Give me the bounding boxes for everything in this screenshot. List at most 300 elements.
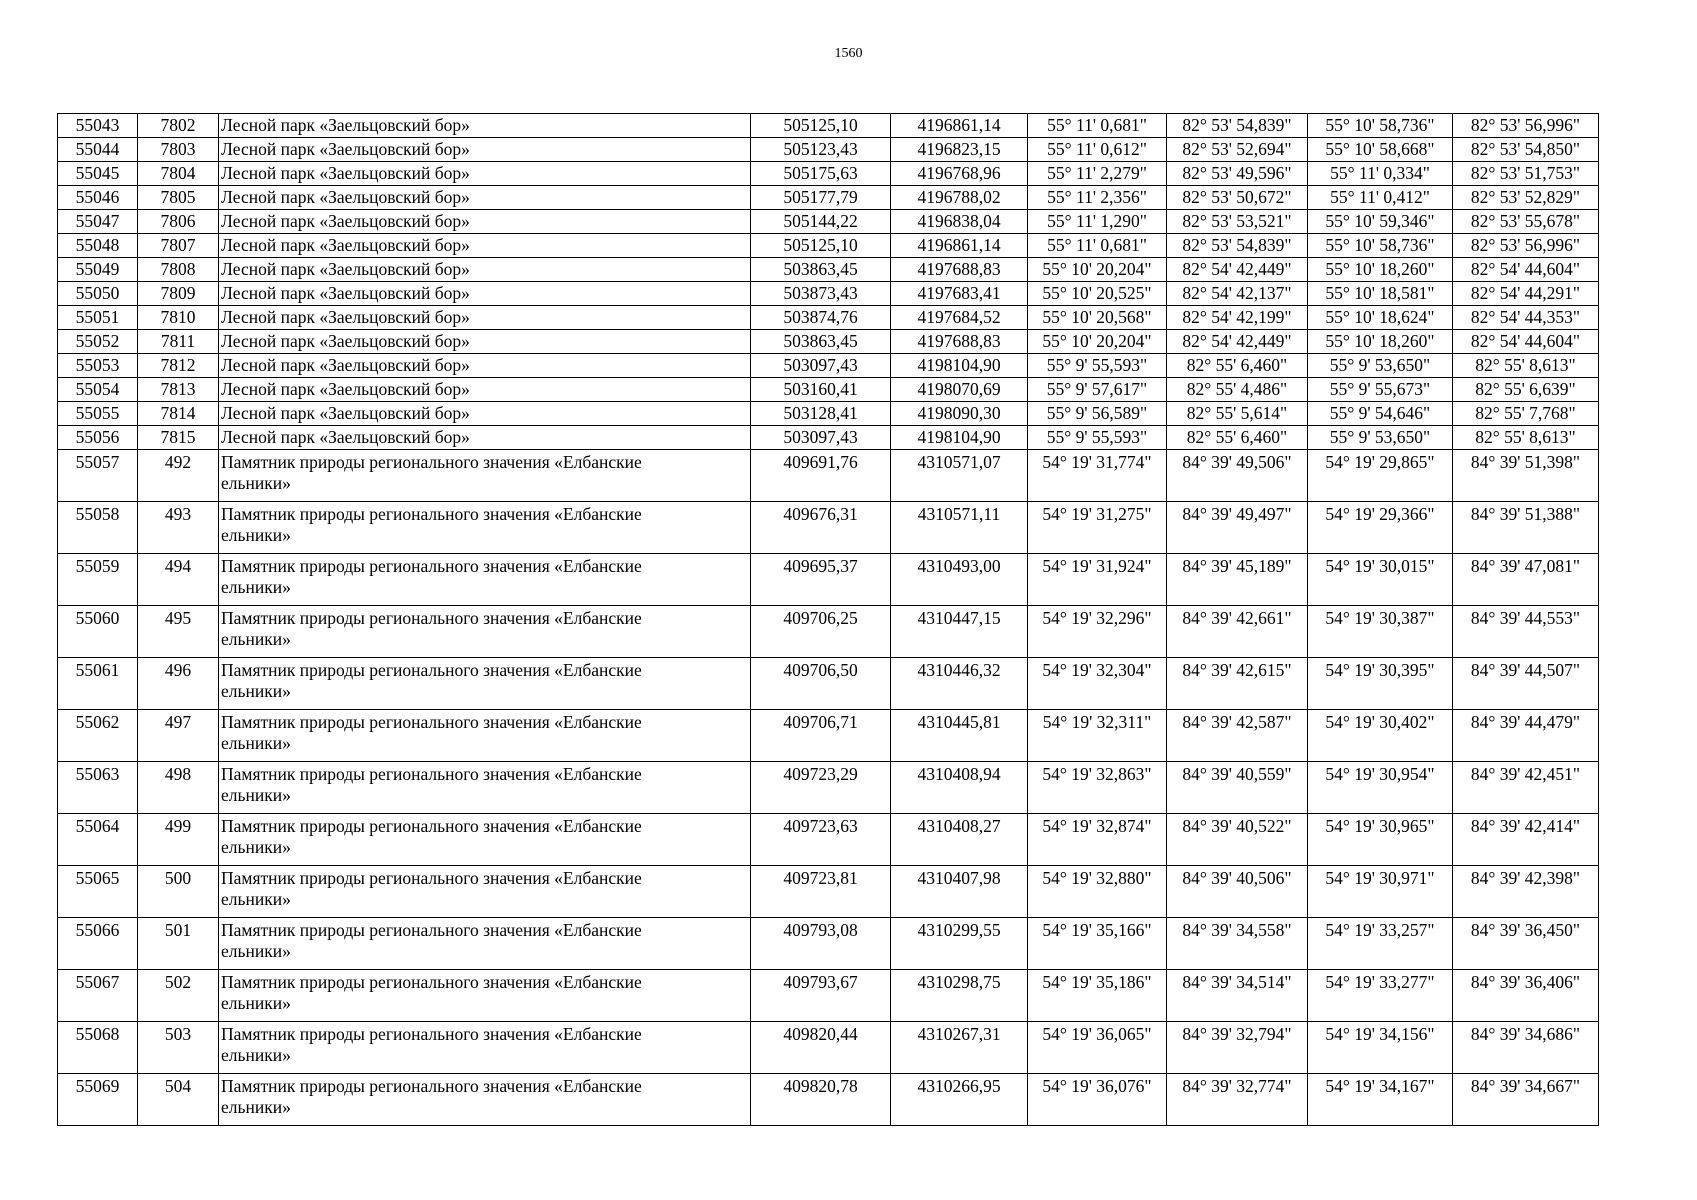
page-number: 1560 [834,46,863,61]
object-name-cell [219,970,751,1022]
table-row [58,186,1599,210]
point-number-cell: 494 [138,554,219,606]
object-name-cell [219,606,751,658]
row-number-cell: 55051 [58,306,138,330]
latitude-2-cell: 55° 10' 18,581" [1308,282,1453,306]
row-number-cell: 55053 [58,354,138,378]
table-row [58,138,1599,162]
y-coordinate-cell: 4196838,04 [891,210,1028,234]
longitude-1-cell: 84° 39' 45,189" [1167,554,1308,606]
longitude-2-cell: 84° 39' 42,451" [1453,762,1599,814]
row-number-cell: 55066 [58,918,138,970]
point-number-cell: 7806 [138,210,219,234]
point-number-cell: 503 [138,1022,219,1074]
object-name-text: Памятник природы регионального значения «Елбанские ельники» [221,556,642,597]
longitude-1-cell: 82° 53' 52,694" [1167,138,1308,162]
x-coordinate-cell: 505123,43 [751,138,891,162]
latitude-1-cell: 55° 11' 2,356" [1028,186,1167,210]
point-number-cell: 500 [138,866,219,918]
latitude-1-cell: 55° 10' 20,525" [1028,282,1167,306]
point-number-cell: 498 [138,762,219,814]
x-coordinate-cell: 409723,29 [751,762,891,814]
longitude-2-cell: 82° 53' 51,753" [1453,162,1599,186]
x-coordinate-cell: 505175,63 [751,162,891,186]
point-number-cell: 502 [138,970,219,1022]
table-row [58,426,1599,450]
longitude-2-cell: 84° 39' 44,479" [1453,710,1599,762]
latitude-2-cell: 54° 19' 30,387" [1308,606,1453,658]
latitude-2-cell: 54° 19' 34,156" [1308,1022,1453,1074]
latitude-1-cell: 54° 19' 31,774" [1028,450,1167,502]
longitude-1-cell: 82° 54' 42,199" [1167,306,1308,330]
longitude-2-cell: 84° 39' 36,450" [1453,918,1599,970]
x-coordinate-cell: 409695,37 [751,554,891,606]
table-row [58,306,1599,330]
latitude-1-cell: 55° 9' 57,617" [1028,378,1167,402]
table-row [58,450,1599,502]
x-coordinate-cell: 409793,67 [751,970,891,1022]
object-name-text: Памятник природы регионального значения «Елбанские ельники» [221,972,642,1013]
object-name-text: Памятник природы регионального значения «Елбанские ельники» [221,1024,642,1065]
latitude-1-cell: 54° 19' 35,166" [1028,918,1167,970]
row-number-cell: 55050 [58,282,138,306]
x-coordinate-cell: 505125,10 [751,234,891,258]
longitude-2-cell: 84° 39' 36,406" [1453,970,1599,1022]
object-name-text: Лесной парк «Заельцовский бор» [221,235,470,255]
y-coordinate-cell: 4196823,15 [891,138,1028,162]
table-row [58,402,1599,426]
table-row [58,162,1599,186]
object-name-cell [219,258,751,282]
y-coordinate-cell: 4310447,15 [891,606,1028,658]
x-coordinate-cell: 409706,25 [751,606,891,658]
object-name-text: Лесной парк «Заельцовский бор» [221,403,470,423]
latitude-1-cell: 55° 11' 2,279" [1028,162,1167,186]
object-name-cell [219,210,751,234]
y-coordinate-cell: 4196861,14 [891,234,1028,258]
table-row [58,378,1599,402]
table-row [58,918,1599,970]
latitude-1-cell: 54° 19' 32,874" [1028,814,1167,866]
longitude-2-cell: 84° 39' 42,414" [1453,814,1599,866]
object-name-text: Лесной парк «Заельцовский бор» [221,115,470,135]
y-coordinate-cell: 4196768,96 [891,162,1028,186]
table-body [58,114,1599,1126]
row-number-cell: 55049 [58,258,138,282]
table-row [58,330,1599,354]
object-name-text: Лесной парк «Заельцовский бор» [221,259,470,279]
latitude-1-cell: 55° 9' 55,593" [1028,354,1167,378]
longitude-1-cell: 82° 54' 42,449" [1167,258,1308,282]
table-row [58,210,1599,234]
y-coordinate-cell: 4197683,41 [891,282,1028,306]
latitude-1-cell: 54° 19' 36,065" [1028,1022,1167,1074]
row-number-cell: 55060 [58,606,138,658]
point-number-cell: 7808 [138,258,219,282]
row-number-cell: 55069 [58,1074,138,1126]
point-number-cell: 495 [138,606,219,658]
longitude-1-cell: 84° 39' 42,615" [1167,658,1308,710]
point-number-cell: 7813 [138,378,219,402]
longitude-2-cell: 84° 39' 47,081" [1453,554,1599,606]
longitude-2-cell: 82° 54' 44,291" [1453,282,1599,306]
table-row [58,606,1599,658]
longitude-1-cell: 82° 54' 42,449" [1167,330,1308,354]
object-name-text: Памятник природы регионального значения «Елбанские ельники» [221,504,642,545]
row-number-cell: 55045 [58,162,138,186]
table-row [58,354,1599,378]
latitude-2-cell: 55° 9' 53,650" [1308,426,1453,450]
row-number-cell: 55043 [58,114,138,138]
latitude-1-cell: 54° 19' 32,304" [1028,658,1167,710]
x-coordinate-cell: 409723,63 [751,814,891,866]
object-name-cell [219,658,751,710]
table-row [58,1074,1599,1126]
latitude-1-cell: 55° 10' 20,204" [1028,330,1167,354]
object-name-text: Лесной парк «Заельцовский бор» [221,307,470,327]
object-name-text: Лесной парк «Заельцовский бор» [221,355,470,375]
table-row [58,710,1599,762]
latitude-1-cell: 54° 19' 36,076" [1028,1074,1167,1126]
point-number-cell: 7809 [138,282,219,306]
latitude-1-cell: 55° 10' 20,568" [1028,306,1167,330]
y-coordinate-cell: 4310267,31 [891,1022,1028,1074]
point-number-cell: 7815 [138,426,219,450]
x-coordinate-cell: 503873,43 [751,282,891,306]
point-number-cell: 7810 [138,306,219,330]
y-coordinate-cell: 4310407,98 [891,866,1028,918]
row-number-cell: 55048 [58,234,138,258]
latitude-2-cell: 54° 19' 34,167" [1308,1074,1453,1126]
longitude-2-cell: 82° 55' 6,639" [1453,378,1599,402]
object-name-text: Памятник природы регионального значения «Елбанские ельники» [221,452,642,493]
latitude-2-cell: 55° 11' 0,334" [1308,162,1453,186]
latitude-2-cell: 55° 11' 0,412" [1308,186,1453,210]
latitude-2-cell: 54° 19' 29,366" [1308,502,1453,554]
object-name-cell [219,450,751,502]
x-coordinate-cell: 503097,43 [751,426,891,450]
y-coordinate-cell: 4196861,14 [891,114,1028,138]
longitude-1-cell: 84° 39' 42,587" [1167,710,1308,762]
object-name-cell [219,814,751,866]
longitude-2-cell: 82° 55' 8,613" [1453,354,1599,378]
point-number-cell: 496 [138,658,219,710]
table-row [58,234,1599,258]
latitude-2-cell: 55° 9' 55,673" [1308,378,1453,402]
y-coordinate-cell: 4310571,07 [891,450,1028,502]
y-coordinate-cell: 4198104,90 [891,354,1028,378]
latitude-2-cell: 55° 9' 54,646" [1308,402,1453,426]
x-coordinate-cell: 409706,50 [751,658,891,710]
point-number-cell: 7807 [138,234,219,258]
latitude-2-cell: 55° 10' 58,736" [1308,234,1453,258]
y-coordinate-cell: 4198070,69 [891,378,1028,402]
object-name-text: Лесной парк «Заельцовский бор» [221,187,470,207]
longitude-2-cell: 84° 39' 42,398" [1453,866,1599,918]
row-number-cell: 55052 [58,330,138,354]
row-number-cell: 55056 [58,426,138,450]
object-name-cell [219,354,751,378]
object-name-text: Лесной парк «Заельцовский бор» [221,427,470,447]
point-number-cell: 493 [138,502,219,554]
longitude-1-cell: 82° 53' 50,672" [1167,186,1308,210]
x-coordinate-cell: 503874,76 [751,306,891,330]
row-number-cell: 55068 [58,1022,138,1074]
table-row [58,658,1599,710]
x-coordinate-cell: 503097,43 [751,354,891,378]
longitude-1-cell: 84° 39' 32,794" [1167,1022,1308,1074]
y-coordinate-cell: 4197688,83 [891,330,1028,354]
latitude-1-cell: 54° 19' 32,863" [1028,762,1167,814]
y-coordinate-cell: 4198104,90 [891,426,1028,450]
object-name-cell [219,306,751,330]
longitude-1-cell: 84° 39' 34,514" [1167,970,1308,1022]
point-number-cell: 7805 [138,186,219,210]
longitude-1-cell: 82° 54' 42,137" [1167,282,1308,306]
latitude-2-cell: 54° 19' 33,277" [1308,970,1453,1022]
longitude-2-cell: 84° 39' 51,398" [1453,450,1599,502]
longitude-2-cell: 82° 53' 56,996" [1453,114,1599,138]
table-row [58,554,1599,606]
object-name-text: Лесной парк «Заельцовский бор» [221,283,470,303]
object-name-cell [219,330,751,354]
latitude-2-cell: 54° 19' 30,971" [1308,866,1453,918]
longitude-1-cell: 82° 55' 4,486" [1167,378,1308,402]
object-name-text: Памятник природы регионального значения «Елбанские ельники» [221,712,642,753]
latitude-2-cell: 54° 19' 30,954" [1308,762,1453,814]
x-coordinate-cell: 409706,71 [751,710,891,762]
point-number-cell: 497 [138,710,219,762]
object-name-cell [219,918,751,970]
object-name-text: Лесной парк «Заельцовский бор» [221,331,470,351]
latitude-1-cell: 55° 11' 0,681" [1028,114,1167,138]
longitude-1-cell: 84° 39' 49,506" [1167,450,1308,502]
latitude-2-cell: 55° 10' 58,668" [1308,138,1453,162]
row-number-cell: 55047 [58,210,138,234]
object-name-text: Памятник природы регионального значения «Елбанские ельники» [221,660,642,701]
longitude-2-cell: 82° 53' 52,829" [1453,186,1599,210]
row-number-cell: 55054 [58,378,138,402]
object-name-text: Памятник природы регионального значения «Елбанские ельники» [221,920,642,961]
object-name-cell [219,114,751,138]
longitude-2-cell: 82° 55' 8,613" [1453,426,1599,450]
table-row [58,502,1599,554]
longitude-2-cell: 82° 55' 7,768" [1453,402,1599,426]
latitude-1-cell: 55° 11' 0,681" [1028,234,1167,258]
longitude-1-cell: 84° 39' 49,497" [1167,502,1308,554]
longitude-2-cell: 84° 39' 34,686" [1453,1022,1599,1074]
row-number-cell: 55055 [58,402,138,426]
object-name-text: Памятник природы регионального значения «Елбанские ельники» [221,1076,642,1117]
longitude-1-cell: 84° 39' 40,506" [1167,866,1308,918]
latitude-1-cell: 54° 19' 32,311" [1028,710,1167,762]
latitude-1-cell: 55° 9' 56,589" [1028,402,1167,426]
longitude-1-cell: 82° 53' 49,596" [1167,162,1308,186]
y-coordinate-cell: 4196788,02 [891,186,1028,210]
x-coordinate-cell: 505177,79 [751,186,891,210]
object-name-cell [219,186,751,210]
y-coordinate-cell: 4310571,11 [891,502,1028,554]
latitude-1-cell: 55° 11' 1,290" [1028,210,1167,234]
y-coordinate-cell: 4198090,30 [891,402,1028,426]
latitude-1-cell: 54° 19' 35,186" [1028,970,1167,1022]
table-row [58,762,1599,814]
row-number-cell: 55065 [58,866,138,918]
point-number-cell: 7811 [138,330,219,354]
point-number-cell: 504 [138,1074,219,1126]
object-name-text: Памятник природы регионального значения «Елбанские ельники» [221,608,642,649]
longitude-2-cell: 82° 53' 56,996" [1453,234,1599,258]
y-coordinate-cell: 4197684,52 [891,306,1028,330]
row-number-cell: 55059 [58,554,138,606]
row-number-cell: 55058 [58,502,138,554]
object-name-cell [219,1074,751,1126]
latitude-1-cell: 55° 9' 55,593" [1028,426,1167,450]
row-number-cell: 55063 [58,762,138,814]
latitude-2-cell: 55° 10' 58,736" [1308,114,1453,138]
object-name-cell [219,282,751,306]
object-name-text: Лесной парк «Заельцовский бор» [221,163,470,183]
longitude-2-cell: 82° 53' 55,678" [1453,210,1599,234]
row-number-cell: 55046 [58,186,138,210]
longitude-2-cell: 82° 54' 44,604" [1453,330,1599,354]
row-number-cell: 55061 [58,658,138,710]
object-name-text: Памятник природы регионального значения «Елбанские ельники» [221,868,642,909]
latitude-1-cell: 54° 19' 32,880" [1028,866,1167,918]
y-coordinate-cell: 4310266,95 [891,1074,1028,1126]
point-number-cell: 7812 [138,354,219,378]
latitude-2-cell: 54° 19' 30,395" [1308,658,1453,710]
x-coordinate-cell: 409723,81 [751,866,891,918]
point-number-cell: 501 [138,918,219,970]
x-coordinate-cell: 503160,41 [751,378,891,402]
object-name-cell [219,234,751,258]
longitude-2-cell: 84° 39' 51,388" [1453,502,1599,554]
longitude-1-cell: 84° 39' 40,522" [1167,814,1308,866]
longitude-1-cell: 82° 53' 54,839" [1167,234,1308,258]
y-coordinate-cell: 4310408,27 [891,814,1028,866]
table-row [58,114,1599,138]
longitude-2-cell: 84° 39' 44,507" [1453,658,1599,710]
point-number-cell: 7814 [138,402,219,426]
object-name-text: Лесной парк «Заельцовский бор» [221,139,470,159]
y-coordinate-cell: 4310298,75 [891,970,1028,1022]
x-coordinate-cell: 409820,78 [751,1074,891,1126]
latitude-2-cell: 55° 10' 18,624" [1308,306,1453,330]
y-coordinate-cell: 4310445,81 [891,710,1028,762]
x-coordinate-cell: 409793,08 [751,918,891,970]
latitude-1-cell: 55° 10' 20,204" [1028,258,1167,282]
point-number-cell: 7802 [138,114,219,138]
row-number-cell: 55044 [58,138,138,162]
x-coordinate-cell: 409676,31 [751,502,891,554]
y-coordinate-cell: 4310493,00 [891,554,1028,606]
latitude-2-cell: 55° 10' 18,260" [1308,258,1453,282]
point-number-cell: 499 [138,814,219,866]
row-number-cell: 55062 [58,710,138,762]
table-row [58,814,1599,866]
longitude-2-cell: 82° 54' 44,604" [1453,258,1599,282]
longitude-1-cell: 84° 39' 32,774" [1167,1074,1308,1126]
x-coordinate-cell: 409820,44 [751,1022,891,1074]
row-number-cell: 55067 [58,970,138,1022]
object-name-text: Лесной парк «Заельцовский бор» [221,379,470,399]
coordinates-table [57,113,1599,1126]
object-name-cell [219,502,751,554]
y-coordinate-cell: 4310299,55 [891,918,1028,970]
latitude-2-cell: 55° 10' 59,346" [1308,210,1453,234]
point-number-cell: 492 [138,450,219,502]
longitude-1-cell: 82° 53' 54,839" [1167,114,1308,138]
x-coordinate-cell: 503863,45 [751,330,891,354]
y-coordinate-cell: 4310446,32 [891,658,1028,710]
latitude-2-cell: 54° 19' 30,965" [1308,814,1453,866]
point-number-cell: 7803 [138,138,219,162]
point-number-cell: 7804 [138,162,219,186]
table-row [58,970,1599,1022]
object-name-cell [219,710,751,762]
object-name-text: Лесной парк «Заельцовский бор» [221,211,470,231]
object-name-cell [219,554,751,606]
row-number-cell: 55057 [58,450,138,502]
longitude-2-cell: 84° 39' 34,667" [1453,1074,1599,1126]
longitude-1-cell: 82° 55' 6,460" [1167,426,1308,450]
object-name-cell [219,162,751,186]
longitude-1-cell: 82° 55' 5,614" [1167,402,1308,426]
object-name-cell [219,378,751,402]
latitude-2-cell: 54° 19' 33,257" [1308,918,1453,970]
latitude-1-cell: 54° 19' 31,275" [1028,502,1167,554]
longitude-1-cell: 84° 39' 42,661" [1167,606,1308,658]
longitude-2-cell: 84° 39' 44,553" [1453,606,1599,658]
object-name-cell [219,866,751,918]
latitude-1-cell: 54° 19' 31,924" [1028,554,1167,606]
longitude-1-cell: 82° 55' 6,460" [1167,354,1308,378]
latitude-1-cell: 55° 11' 0,612" [1028,138,1167,162]
x-coordinate-cell: 503863,45 [751,258,891,282]
object-name-cell [219,426,751,450]
x-coordinate-cell: 409691,76 [751,450,891,502]
latitude-2-cell: 55° 9' 53,650" [1308,354,1453,378]
y-coordinate-cell: 4197688,83 [891,258,1028,282]
row-number-cell: 55064 [58,814,138,866]
y-coordinate-cell: 4310408,94 [891,762,1028,814]
object-name-cell [219,1022,751,1074]
longitude-2-cell: 82° 54' 44,353" [1453,306,1599,330]
longitude-1-cell: 82° 53' 53,521" [1167,210,1308,234]
latitude-2-cell: 54° 19' 30,402" [1308,710,1453,762]
latitude-1-cell: 54° 19' 32,296" [1028,606,1167,658]
table-row [58,1022,1599,1074]
table-row [58,282,1599,306]
longitude-1-cell: 84° 39' 40,559" [1167,762,1308,814]
table-row [58,258,1599,282]
latitude-2-cell: 55° 10' 18,260" [1308,330,1453,354]
object-name-cell [219,402,751,426]
object-name-cell [219,762,751,814]
latitude-2-cell: 54° 19' 29,865" [1308,450,1453,502]
x-coordinate-cell: 503128,41 [751,402,891,426]
x-coordinate-cell: 505144,22 [751,210,891,234]
object-name-text: Памятник природы регионального значения «Елбанские ельники» [221,764,642,805]
longitude-1-cell: 84° 39' 34,558" [1167,918,1308,970]
object-name-text: Памятник природы регионального значения «Елбанские ельники» [221,816,642,857]
x-coordinate-cell: 505125,10 [751,114,891,138]
longitude-2-cell: 82° 53' 54,850" [1453,138,1599,162]
latitude-2-cell: 54° 19' 30,015" [1308,554,1453,606]
table-row [58,866,1599,918]
object-name-cell [219,138,751,162]
